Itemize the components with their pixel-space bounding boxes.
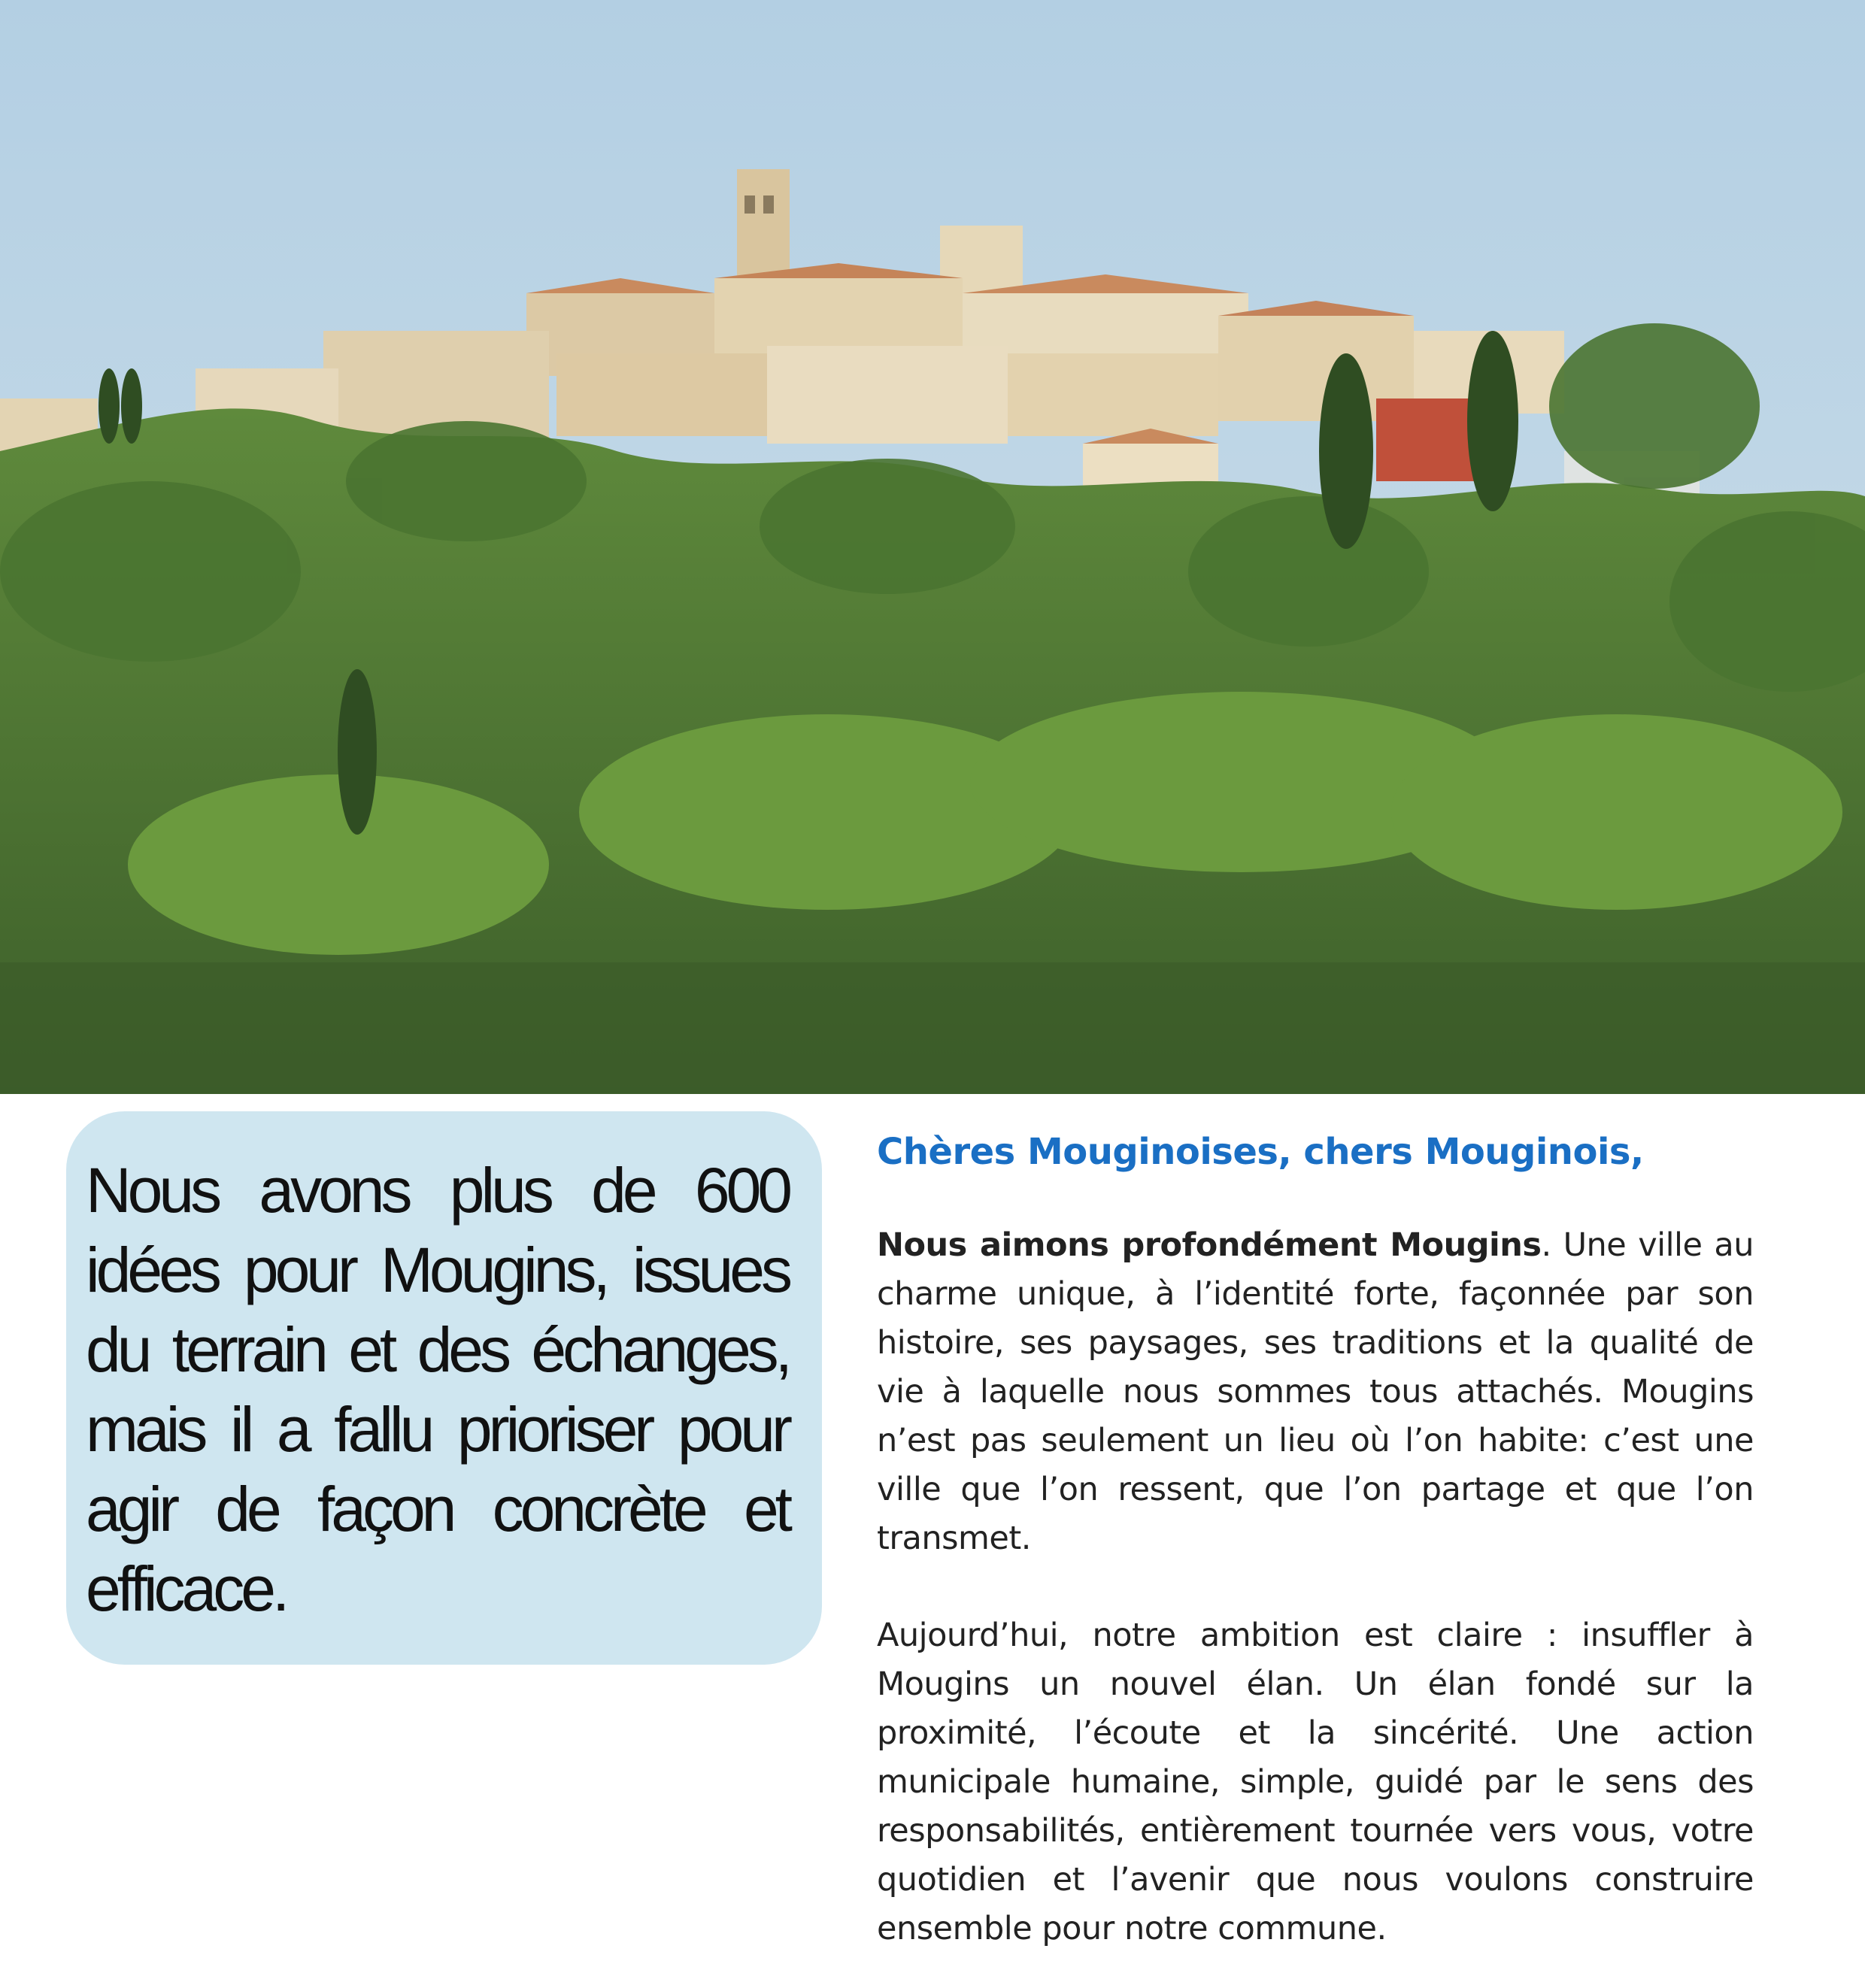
letter-greeting: Chères Mouginoises, chers Mouginois,	[877, 1131, 1644, 1173]
paragraph-lead-bold: Nous aimons profondément Mougins	[877, 1226, 1542, 1264]
letter-body	[877, 1128, 1754, 1953]
quote-callout	[66, 1111, 822, 1665]
paragraph-1-text: . Une ville au charme unique, à l’identité forte, façonnée par son histoire, ses paysages, ses traditions et la qualité de vie à laquelle nous sommes tous attachés. Mougins n’est pas seulement un lieu où l’on habite: c’est une ville que l’on ressent, que l’on partage et que l’on transmet.	[877, 1226, 1754, 1557]
letter-paragraph-1	[877, 1221, 1754, 1563]
letter-paragraph-2: Aujourd’hui, notre ambition est claire : insuffler à Mougins un nouvel élan. Un élan fondé sur la proximité, l’écoute et la sincérité. Une action municipale humaine, simple, guidé par le sens des responsabilités, entièrement tournée vers vous, votre quotidien et l’avenir que nous voulons construire ensemble pour notre commune.	[877, 1617, 1754, 1947]
quote-text: Nous avons plus de 600 idées pour Mougins, issues du terrain et des échanges, mais il a fallu prioriser pour agir de façon concrète et efficace.	[86, 1155, 789, 1624]
foreground-shadow	[0, 962, 1865, 1094]
